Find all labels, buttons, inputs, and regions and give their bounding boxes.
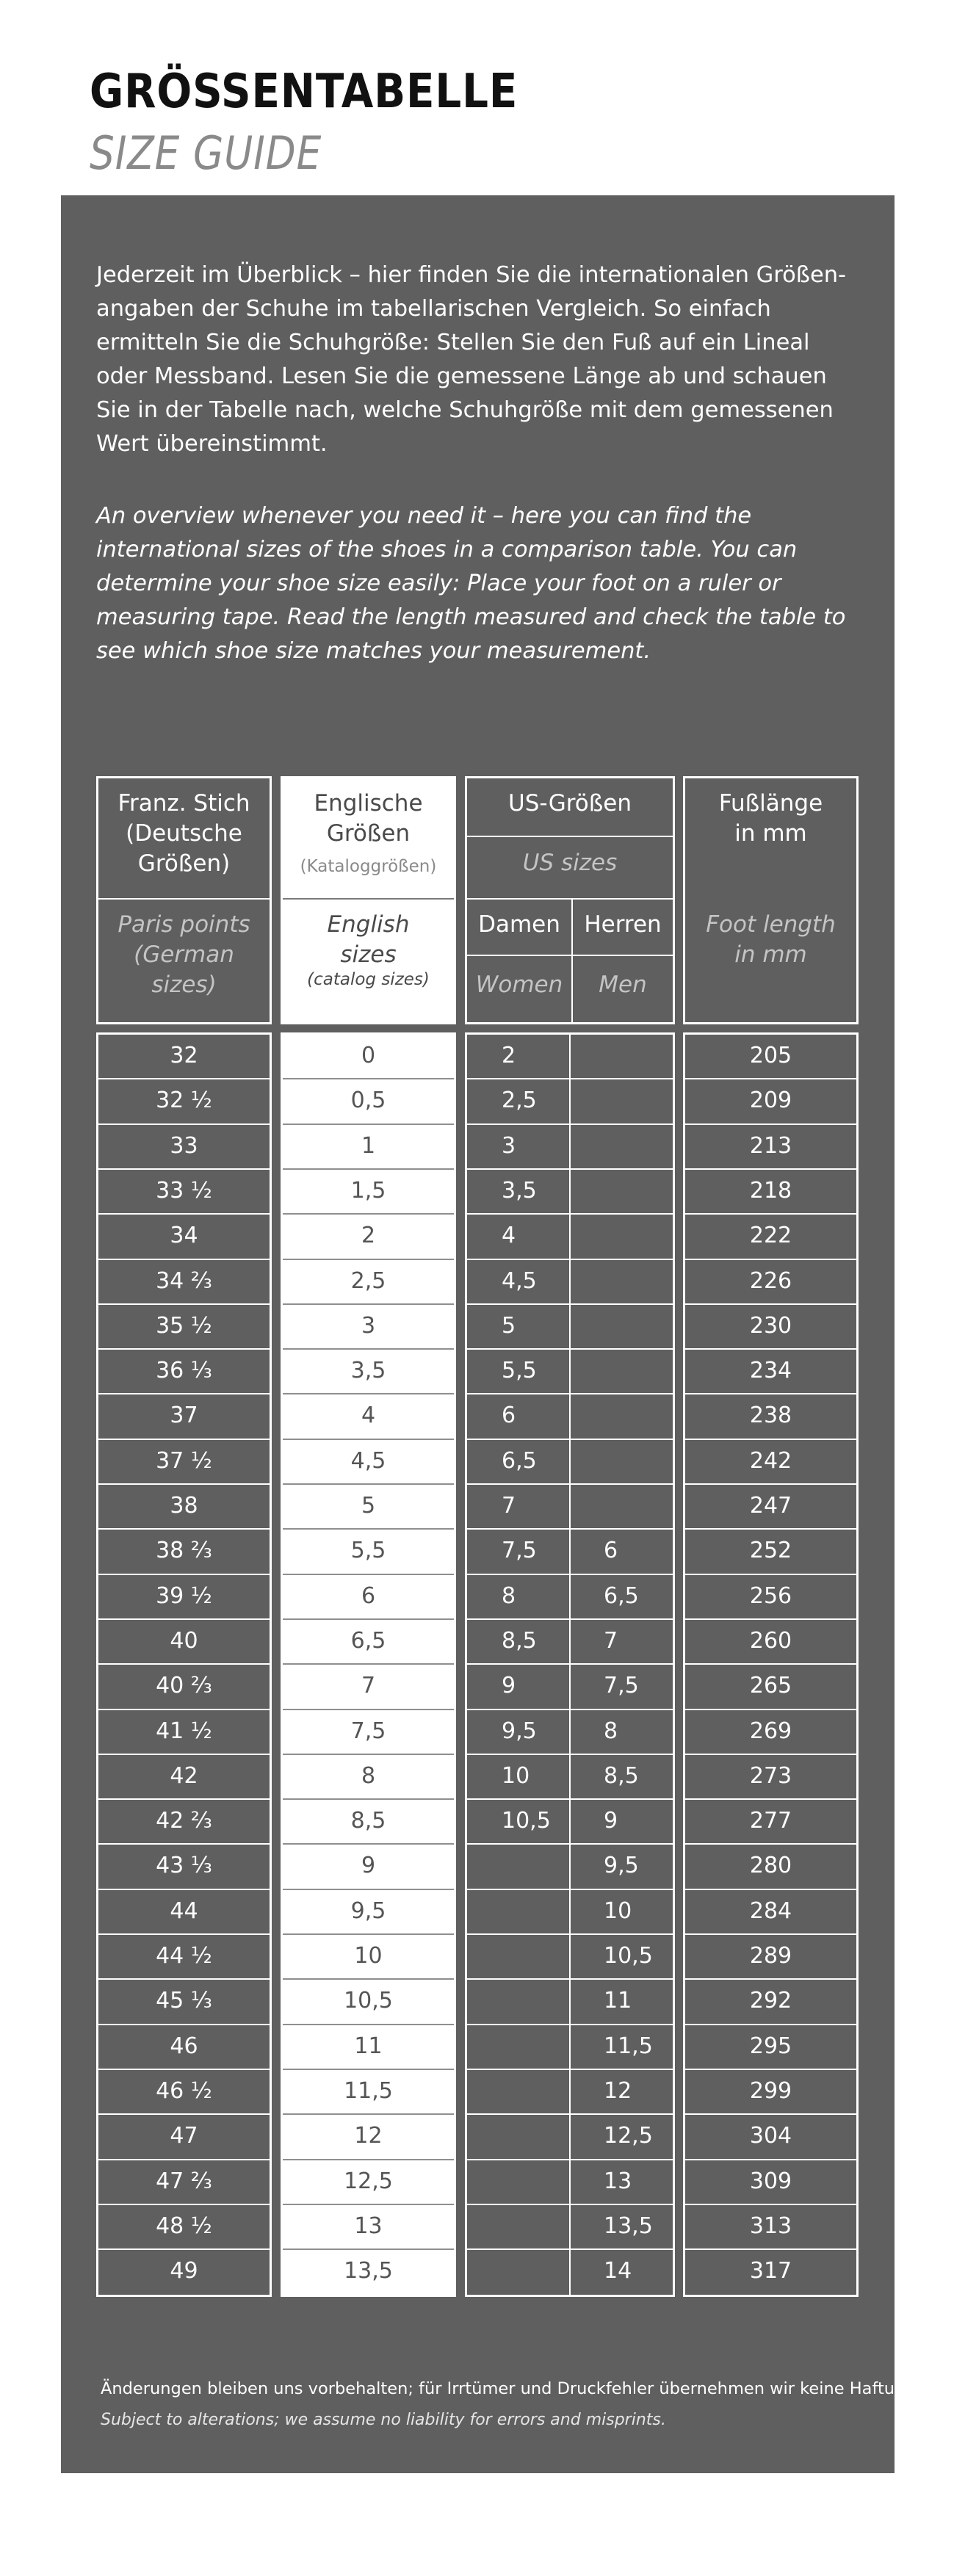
- cell-english-size: 8: [361, 1762, 376, 1789]
- cell-english-size: 12: [354, 2123, 383, 2149]
- header-paris-de-line2: (Deutsche: [126, 820, 242, 847]
- cell-us-men: 12: [604, 2077, 632, 2104]
- cell-us-men: 9: [604, 1808, 618, 1834]
- cell-us-men: 8: [604, 1718, 618, 1744]
- cell-english-size: 3: [361, 1312, 376, 1339]
- cell-foot-length: 299: [749, 2077, 792, 2104]
- cell-paris-points: 33: [170, 1132, 198, 1159]
- cell-foot-length: 265: [749, 1673, 792, 1699]
- header-divider: [283, 898, 454, 900]
- cell-us-men: 10,5: [604, 1943, 653, 1969]
- cell-english-size: 11,5: [344, 2077, 393, 2104]
- cell-english-size: 4: [361, 1403, 376, 1429]
- cell-paris-points: 32 ½: [156, 1088, 212, 1114]
- header-foot-en-line2: in mm: [734, 941, 807, 968]
- cell-paris-points: 40 ⅔: [156, 1673, 212, 1699]
- cell-us-women: 6,5: [502, 1447, 537, 1474]
- cell-us-women: [502, 2204, 568, 2248]
- cell-foot-length: 317: [749, 2258, 792, 2284]
- cell-us-women: [502, 2160, 568, 2203]
- cell-english-size: 13,5: [344, 2258, 393, 2284]
- cell-us-men: [604, 1304, 673, 1347]
- cell-us-women: 3,5: [502, 1177, 537, 1204]
- header-divider: [685, 898, 856, 900]
- cell-us-men: [604, 1034, 673, 1077]
- cell-paris-points: 40: [170, 1627, 198, 1654]
- cell-paris-points: 32: [170, 1043, 198, 1068]
- header-us-de: US-Größen: [508, 790, 632, 817]
- cell-us-women: [502, 1934, 568, 1978]
- cell-paris-points: 37 ½: [156, 1447, 212, 1474]
- header-divider: [467, 955, 673, 956]
- cell-paris-points: 34: [170, 1223, 198, 1249]
- header-paris-points: [96, 776, 272, 1024]
- cell-us-women: 9,5: [502, 1718, 537, 1744]
- header-paris-de-line3: Größen): [137, 850, 231, 877]
- page-title: GRÖSSENTABELLE: [90, 65, 518, 119]
- cell-paris-points: 43 ⅓: [156, 1853, 212, 1879]
- cell-paris-points: 38: [170, 1493, 198, 1519]
- cell-us-women: 8: [502, 1582, 516, 1609]
- cell-foot-length: 218: [749, 1177, 792, 1204]
- header-us-women-en: Women: [475, 972, 563, 998]
- cell-paris-points: 34 ⅔: [156, 1267, 212, 1294]
- cell-english-size: 9,5: [350, 1897, 386, 1924]
- cell-foot-length: 284: [749, 1897, 792, 1924]
- intro-text-de: Jederzeit im Überblick – hier finden Sie die internationalen Größen-angaben der Schuhe im tabellarischen Vergleich. So einfach ermitteln Sie die Schuhgröße: Stellen Sie den Fuß auf ein Lineal oder Messband. Lesen Sie die gemessene Länge ab und schauen Sie in der Tabelle nach, welche Schuhgröße mit dem gemessenen Wert übereinstimmt.: [96, 262, 847, 457]
- cell-us-men: [604, 1079, 673, 1122]
- cell-paris-points: 47 ⅔: [156, 2168, 212, 2194]
- cell-foot-length: 209: [749, 1088, 792, 1114]
- cell-english-size: 8,5: [350, 1808, 386, 1834]
- header-english-en-line1: English: [327, 911, 410, 938]
- cell-us-women: 4,5: [502, 1267, 537, 1294]
- cell-us-women: 10,5: [502, 1808, 551, 1834]
- cell-english-size: 13: [354, 2213, 383, 2239]
- cell-us-men: [604, 1484, 673, 1527]
- cell-us-men: [604, 1439, 673, 1483]
- cell-foot-length: 256: [749, 1582, 792, 1609]
- footnote-en: Subject to alterations; we assume no liability for errors and misprints.: [101, 2411, 666, 2429]
- cell-english-size: 7: [361, 1673, 376, 1699]
- header-english-en-line2: sizes: [340, 941, 397, 968]
- cell-foot-length: 230: [749, 1312, 792, 1339]
- cell-paris-points: 48 ½: [156, 2213, 212, 2239]
- header-foot-de-line2: in mm: [734, 820, 807, 847]
- cell-us-women: 6: [502, 1403, 516, 1429]
- cell-us-women: 5: [502, 1312, 516, 1339]
- cell-paris-points: 33 ½: [156, 1177, 212, 1204]
- cell-paris-points: 42 ⅔: [156, 1808, 212, 1834]
- cell-paris-points: 38 ⅔: [156, 1538, 212, 1564]
- cell-us-women: [502, 1979, 568, 2022]
- cell-us-men: 10: [604, 1897, 632, 1924]
- cell-us-women: [502, 1889, 568, 1933]
- cell-foot-length: 289: [749, 1943, 792, 1969]
- cell-us-men: 13: [604, 2168, 632, 2194]
- cell-english-size: 10: [354, 1943, 383, 1969]
- cell-us-men: 13,5: [604, 2213, 653, 2239]
- cell-english-size: 0,5: [350, 1088, 386, 1114]
- cell-us-women: [502, 2069, 568, 2113]
- cell-foot-length: 295: [749, 2033, 792, 2059]
- cell-foot-length: 222: [749, 1223, 792, 1249]
- header-english-sizes: [281, 776, 456, 1024]
- header-paris-en-line1: Paris points: [118, 911, 250, 938]
- header-divider: [467, 836, 673, 837]
- cell-us-women: 4: [502, 1223, 516, 1249]
- cell-foot-length: 313: [749, 2213, 792, 2239]
- cell-us-women: [502, 2114, 568, 2157]
- cell-paris-points: 47: [170, 2123, 198, 2149]
- cell-paris-points: 39 ½: [156, 1582, 212, 1609]
- header-english-de-line1: Englische: [314, 790, 423, 817]
- header-us-women-de: Damen: [478, 911, 560, 938]
- page-subtitle: SIZE GUIDE: [90, 126, 322, 180]
- cell-foot-length: 304: [749, 2123, 792, 2149]
- cell-us-men: [604, 1124, 673, 1168]
- header-foot-en-line1: Foot length: [706, 911, 836, 938]
- intro-text-en: An overview whenever you need it – here you can find the international sizes of the shoes in a comparison table. You can determine your shoe size easily: Place your foot on a ruler or measuring tape. Read the length measured and check the table to see which shoe size matches your measurement.: [96, 503, 846, 664]
- cell-foot-length: 242: [749, 1447, 792, 1474]
- header-paris-en-line2: (German: [134, 941, 234, 968]
- cell-foot-length: 273: [749, 1762, 792, 1789]
- cell-us-men: [604, 1394, 673, 1437]
- cell-english-size: 1,5: [350, 1177, 386, 1204]
- header-paris-en-line3: sizes): [151, 972, 217, 998]
- cell-paris-points: 46 ½: [156, 2077, 212, 2104]
- cell-english-size: 2,5: [350, 1267, 386, 1294]
- cell-paris-points: 42: [170, 1762, 198, 1789]
- cell-us-men: 12,5: [604, 2123, 653, 2149]
- cell-us-women: 2: [502, 1043, 516, 1068]
- cell-us-men: 6,5: [604, 1582, 639, 1609]
- header-english-de-note: (Kataloggrößen): [300, 857, 437, 876]
- cell-us-men: 11: [604, 1988, 632, 2014]
- header-paris-de-line1: Franz. Stich: [118, 790, 250, 817]
- header-divider: [467, 898, 673, 900]
- header-english-de-line2: Größen: [326, 820, 411, 847]
- cell-us-women: 2,5: [502, 1088, 537, 1114]
- cell-english-size: 2: [361, 1223, 376, 1249]
- cell-us-men: 7,5: [604, 1673, 639, 1699]
- cell-foot-length: 292: [749, 1988, 792, 2014]
- cell-us-women: [502, 1844, 568, 1887]
- footnote-de: Änderungen bleiben uns vorbehalten; für Irrtümer und Druckfehler übernehmen wir keine Haftung.: [101, 2379, 921, 2398]
- cell-foot-length: 277: [749, 1808, 792, 1834]
- cell-us-women: 10: [502, 1762, 530, 1789]
- cell-us-women: 7,5: [502, 1538, 537, 1564]
- cell-us-women: 5,5: [502, 1358, 537, 1384]
- cell-foot-length: 213: [749, 1132, 792, 1159]
- cell-paris-points: 44 ½: [156, 1943, 212, 1969]
- cell-paris-points: 49: [170, 2258, 198, 2284]
- cell-paris-points: 45 ⅓: [156, 1988, 212, 2014]
- cell-us-women: 3: [502, 1132, 516, 1159]
- cell-paris-points: 36 ⅓: [156, 1358, 212, 1384]
- cell-us-women: [502, 2249, 568, 2293]
- cell-us-men: 7: [604, 1627, 618, 1654]
- cell-english-size: 0: [361, 1043, 376, 1068]
- cell-english-size: 3,5: [350, 1358, 386, 1384]
- cell-foot-length: 309: [749, 2168, 792, 2194]
- header-us-men-en: Men: [599, 972, 647, 998]
- header-us-men-de: Herren: [584, 911, 662, 938]
- cell-paris-points: 37: [170, 1403, 198, 1429]
- cell-english-size: 9: [361, 1853, 376, 1879]
- cell-english-size: 1: [361, 1132, 376, 1159]
- cell-us-men: [604, 1259, 673, 1303]
- cell-english-size: 11: [354, 2033, 383, 2059]
- cell-us-women: 8,5: [502, 1627, 537, 1654]
- header-foot-length: [683, 776, 859, 1024]
- cell-us-men: 6: [604, 1538, 618, 1564]
- cell-foot-length: 260: [749, 1627, 792, 1654]
- cell-foot-length: 205: [749, 1043, 792, 1068]
- cell-paris-points: 35 ½: [156, 1312, 212, 1339]
- cell-us-men: [604, 1214, 673, 1257]
- cell-paris-points: 41 ½: [156, 1718, 212, 1744]
- cell-us-men: [604, 1349, 673, 1392]
- cell-us-men: 8,5: [604, 1762, 639, 1789]
- cell-english-size: 6: [361, 1582, 376, 1609]
- header-us-sizes: [465, 776, 675, 1024]
- cell-paris-points: 44: [170, 1897, 198, 1924]
- cell-english-size: 10,5: [344, 1988, 393, 2014]
- header-us-en: US sizes: [522, 850, 618, 876]
- cell-us-men: 9,5: [604, 1853, 639, 1879]
- cell-english-size: 7,5: [350, 1718, 386, 1744]
- cell-english-size: 5,5: [350, 1538, 386, 1564]
- cell-foot-length: 252: [749, 1538, 792, 1564]
- cell-us-men: 11,5: [604, 2033, 653, 2059]
- cell-us-women: 9: [502, 1673, 516, 1699]
- header-divider: [98, 898, 270, 900]
- header-english-en-note: (catalog sizes): [307, 970, 430, 989]
- cell-us-women: [502, 2025, 568, 2068]
- cell-foot-length: 238: [749, 1403, 792, 1429]
- cell-english-size: 6,5: [350, 1627, 386, 1654]
- cell-us-men: 14: [604, 2258, 632, 2284]
- cell-foot-length: 247: [749, 1493, 792, 1519]
- header-foot-de-line1: Fußlänge: [718, 790, 823, 817]
- cell-foot-length: 269: [749, 1718, 792, 1744]
- cell-english-size: 5: [361, 1493, 376, 1519]
- cell-paris-points: 46: [170, 2033, 198, 2059]
- cell-us-women: 7: [502, 1493, 516, 1519]
- cell-english-size: 12,5: [344, 2168, 393, 2194]
- cell-foot-length: 280: [749, 1853, 792, 1879]
- cell-us-men: [604, 1169, 673, 1212]
- cell-english-size: 4,5: [350, 1447, 386, 1474]
- cell-foot-length: 234: [749, 1358, 792, 1384]
- cell-foot-length: 226: [749, 1267, 792, 1294]
- us-column-divider: [569, 1032, 571, 2297]
